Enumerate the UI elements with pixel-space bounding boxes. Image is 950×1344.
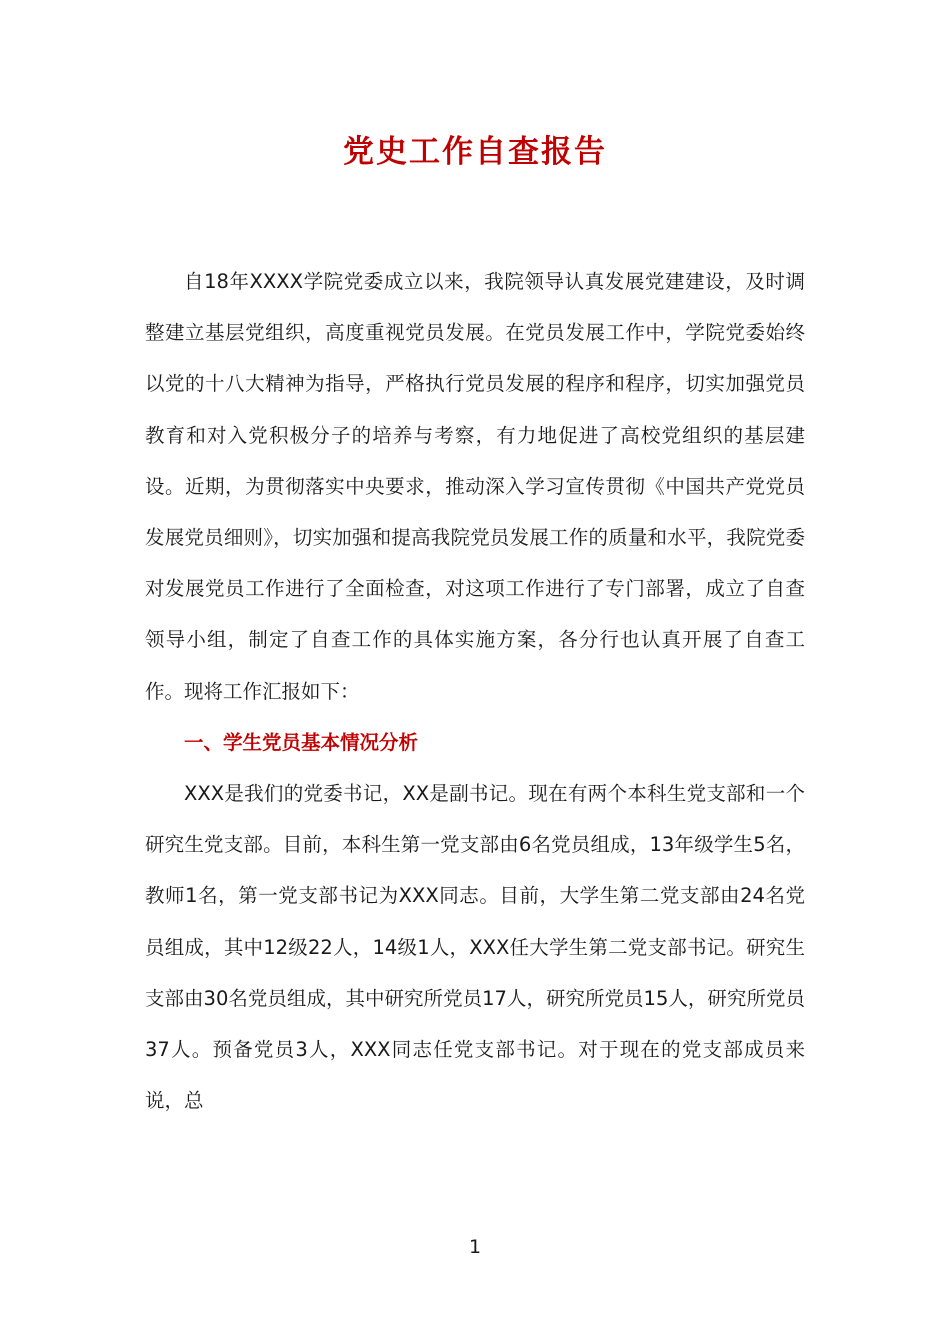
section-paragraph: XXX是我们的党委书记，XX是副书记。现在有两个本科生党支部和一个研究生党支部。目前，本科生第一党支部由6名党员组成，13年级学生5名，教师1名，第一党支部书记为XXX同志。目前，大学生第二党支部由24名党员组成，其中12级22人，14级1人，XXX任大学生第二党支部书记。研究生支部由30名党员组成，其中研究所党员17人，研究所党员15人，研究所党员37人。预备党员3人，XXX同志任党支部书记。对于现在的党支部成员来说，总 [145, 782, 805, 1113]
document-title: 党史工作自查报告 [343, 134, 607, 170]
intro-paragraph: 自18年XXXX学院党委成立以来，我院领导认真发展党建建设，及时调整建立基层党组织，高度重视党员发展。在党员发展工作中，学院党委始终以党的十八大精神为指导，严格执行党员发展的程序和程序，切实加强党员教育和对入党积极分子的培养与考察，有力地促进了高校党组织的基层建设。近期，为贯彻落实中央要求，推动深入学习宣传贯彻《中国共产党党员发展党员细则》，切实加强和提高我院党员发展工作的质量和水平，我院党委对发展党员工作进行了全面检查，对这项工作进行了专门部署，成立了自查领导小组，制定了自查工作的具体实施方案，各分行也认真开展了自查工作。现将工作汇报如下： [145, 270, 805, 703]
section-heading: 一、学生党员基本情况分析 [184, 730, 419, 754]
document-body [145, 256, 805, 1126]
page-number: 1 [468, 1236, 482, 1258]
